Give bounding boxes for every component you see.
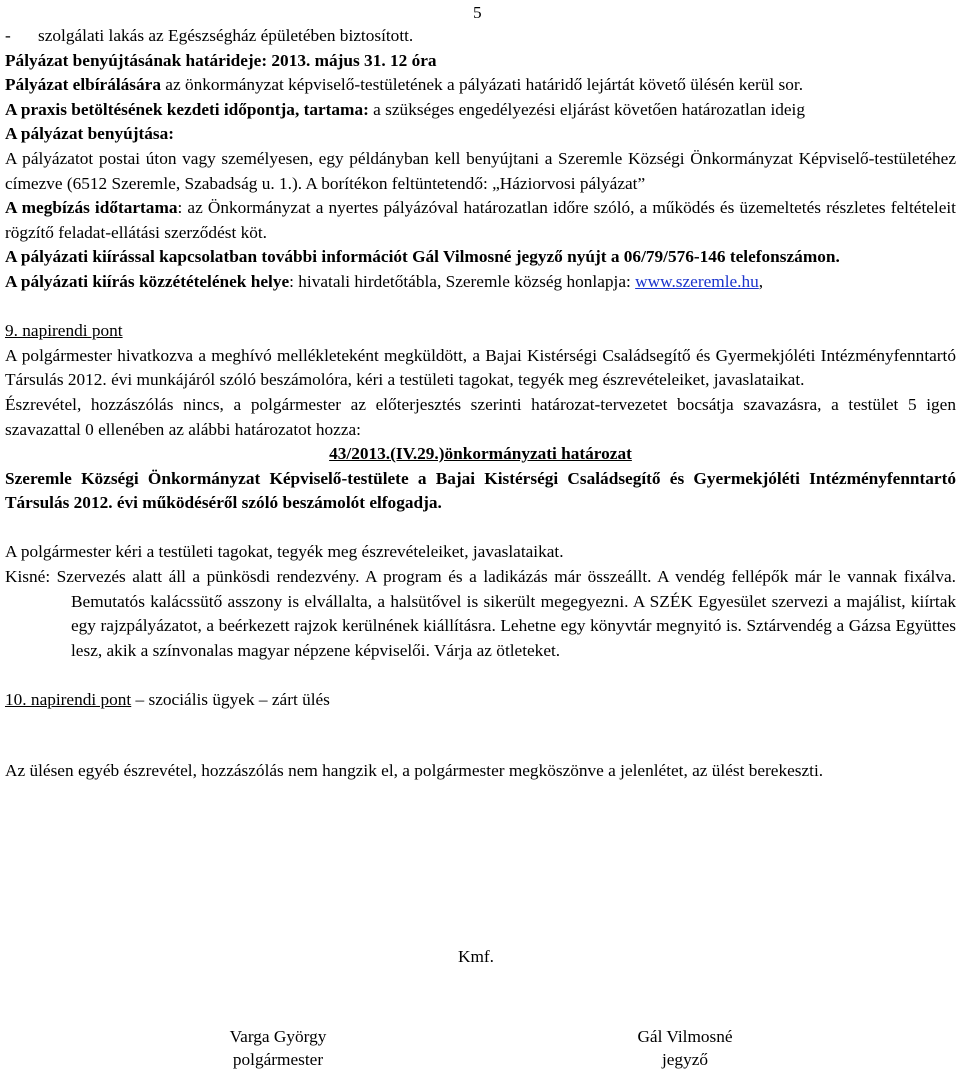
info-paragraph: A pályázati kiírással kapcsolatban további információt Gál Vilmosné jegyző nyújt a 06/79/576-146 telefonszámon.	[5, 247, 840, 267]
evaluation-label: Pályázat elbírálására	[5, 75, 161, 95]
resolution-text: Szeremle Községi Önkormányzat Képviselő-testülete a Bajai Kistérségi Családsegítő és Gyermekjóléti Intézményfenntartó Társulás 2012. évi működéséről szóló beszámolót elfogadja.	[5, 468, 956, 513]
document-body	[5, 24, 956, 783]
bullet-item	[5, 24, 956, 49]
bullet-dash: -	[5, 26, 11, 45]
signature-right	[612, 1025, 758, 1071]
deadline-line	[5, 49, 956, 74]
agenda-item-9-paragraph-2: Észrevétel, hozzászólás nincs, a polgármester az előterjesztés szerinti határozat-tervezetet bocsátja szavazásra, a testület 5 igen szavazattal 0 ellenében az alábbi határozatot hozza:	[5, 394, 956, 439]
signature-left-name: Varga György	[229, 1027, 327, 1046]
website-link[interactable]: www.szeremle.hu	[635, 271, 759, 291]
agenda-item-9-paragraph-3: A polgármester kéri a testületi tagokat, tegyék meg észrevételeiket, javaslataikat.	[5, 542, 564, 562]
evaluation-paragraph	[5, 73, 956, 98]
bullet-text: szolgálati lakás az Egészségház épületében biztosított.	[38, 26, 414, 45]
closing-paragraph: Az ülésen egyéb észrevétel, hozzászólás nem hangzik el, a polgármester megköszönve a jelenlétet, az ülést berekeszti.	[5, 760, 824, 780]
agenda-item-9-paragraph-4: Kisné: Szervezés alatt áll a pünkösdi rendezvény. A program és a ladikázás már összeállt. A vendég fellépők már le vannak fixálva. Bemutatós kalácssütő asszony is elvállalta, a halsütővel is sikerült megegyezni. A SZÉK Egyesület szervezi a majálist, kiírtak egy rajzpályázatot, a beérkezett rajzok kerülnének kiállításra. Lehetne egy könyvtár megnyitó is. Sztárvendég a Gázsa Együttes lesz, akik a színvonalas magyar népzene képviselői. Várja az ötleteket.	[5, 567, 956, 660]
signature-right-name: Gál Vilmosné	[637, 1027, 733, 1046]
deadline-label: Pályázat benyújtásának határideje: 2013. május 31. 12 óra	[5, 50, 437, 70]
publication-text: : hivatali hirdetőtábla, Szeremle község honlapja:	[289, 271, 636, 291]
resolution-title: 43/2013.(IV.29.)önkormányzati határozat	[329, 444, 632, 464]
kmf-label: Kmf.	[458, 947, 494, 966]
start-text: a szükséges engedélyezési eljárást követően határozatlan ideig	[368, 99, 806, 119]
publication-after: ,	[758, 271, 764, 291]
agenda-item-10-rest: – szociális ügyek – zárt ülés	[131, 690, 330, 710]
publication-paragraph	[5, 270, 956, 295]
start-label: A praxis betöltésének kezdeti időpontja, tartama:	[5, 99, 369, 119]
agenda-item-10	[5, 688, 956, 713]
agenda-item-10-heading: 10. napirendi pont	[5, 690, 132, 710]
duration-text: : az Önkormányzat a nyertes pályázóval határozatlan időre szóló, a működés és üzemeltetés részletes feltételeit rögzítő feladat-ellátási szerződést köt.	[5, 198, 956, 242]
signature-left	[208, 1025, 348, 1071]
publication-label: A pályázati kiírás közzétételének helye	[5, 271, 290, 291]
page-number: 5	[473, 3, 482, 22]
signature-left-title: polgármester	[232, 1050, 324, 1069]
duration-label: A megbízás időtartama	[5, 198, 178, 218]
submission-text: A pályázatot postai úton vagy személyesen, egy példányban kell benyújtani a Szeremle Községi Önkormányzat Képviselő-testületéhez címezve (6512 Szeremle, Szabadság u. 1.). A borítékon feltüntetendő: „Háziorvosi pályázat”	[5, 148, 956, 193]
submission-heading: A pályázat benyújtása:	[5, 124, 174, 144]
duration-paragraph	[5, 196, 956, 245]
signature-right-title: jegyző	[661, 1050, 709, 1069]
evaluation-text: az önkormányzat képviselő-testületének a pályázati határidő lejártát követő ülésén kerül sor.	[160, 75, 804, 95]
agenda-item-9-heading: 9. napirendi pont	[5, 321, 123, 341]
start-paragraph	[5, 98, 956, 123]
agenda-item-9-paragraph-1: A polgármester hivatkozva a meghívó mellékleteként megküldött, a Bajai Kistérségi Családsegítő és Gyermekjóléti Intézményfenntartó Társulás 2012. évi munkájáról szóló beszámolóra, kéri a testületi tagokat, tegyék meg észrevételeiket, javaslataikat.	[5, 345, 956, 390]
